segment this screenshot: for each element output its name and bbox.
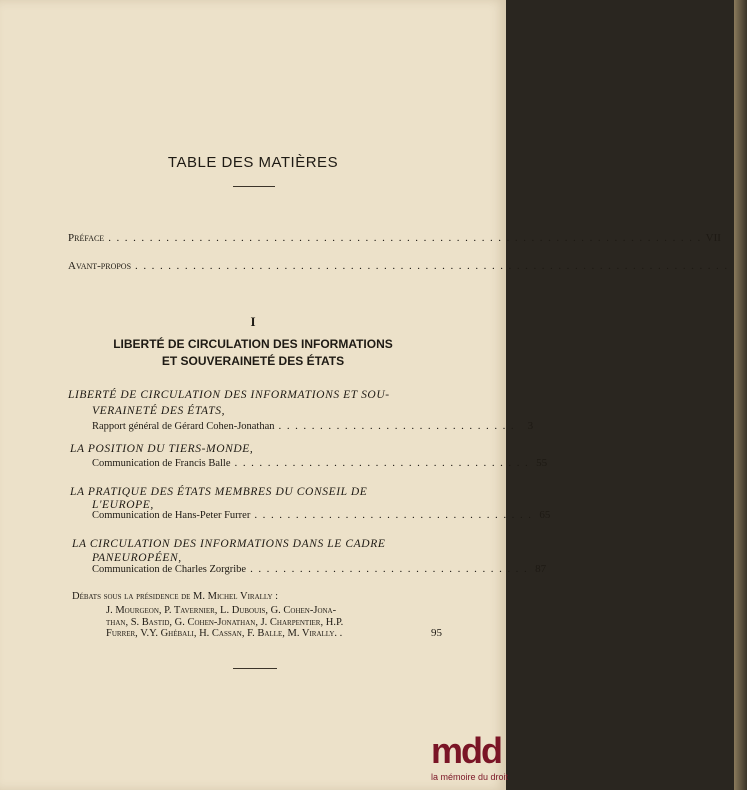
leader-dots: . . . . . . . . . . . . . . . . . . . . . . . . . . . . . . . . . . . . [234,457,530,469]
part-heading-line2: ET SOUVERAINETÉ DES ÉTATS [161,354,345,368]
toc-page: 65 [539,509,551,521]
title-rule [233,186,275,187]
entry-author: Communication de Hans-Peter Furrer [92,510,251,521]
toc-label: Avant-propos [68,260,132,272]
debates-participants-line3: Furrer, V.Y. Ghébali, H. Cassan, F. Balle, M. Virally. . [106,628,343,639]
debates-participants-line1: J. Mourgeon, P. Tavernier, L. Dubouis, G. Cohen-Jona- [106,605,337,616]
leader-dots: . . . . . . . . . . . . . . . . . . . . . . . . . . . . . . . . . . . . . . . . . . . . . . . . . . . . . . . . . . . . . . . . . . . . . . . . [108,232,702,244]
entry-author: Rapport général de Gérard Cohen-Jonathan [92,421,275,432]
entry-title-line1[interactable]: LIBERTÉ DE CIRCULATION DES INFORMATIONS ET SOU- [68,389,390,401]
entry-author: Communication de Charles Zorgribe [92,564,247,575]
toc-entry-zorgribe[interactable] [92,563,547,575]
toc-page: VII [705,232,721,244]
leader-dots: . . . . . . . . . . . . . . . . . . . . . . . . . . . . . . . . . . . . . . . . . . . . . . . . . . . . . . . . . . . . . . . . . . . . . . . . [135,260,729,272]
entry-title-line2[interactable]: PANEUROPÉEN, [92,552,182,564]
toc-entry-balle[interactable] [92,457,548,469]
page-edge-shadow [734,0,747,790]
leader-dots: . . . . . . . . . . . . . . . . . . . . . . . . . . . . . . . . . . [250,563,529,575]
page-title: TABLE DES MATIÈRES [167,154,339,171]
logo-mark: mdd [431,730,501,771]
toc-entry-furrer[interactable] [92,509,551,521]
entry-title-line1[interactable]: LA POSITION DU TIERS-MONDE, [70,443,254,455]
debates-intro[interactable]: Débats sous la présidence de M. Michel Virally : [72,591,279,602]
end-rule [233,668,277,669]
entry-title-line2[interactable]: VERAINETÉ DES ÉTATS, [92,405,226,417]
toc-page: 55 [536,457,548,469]
entry-author: Communication de Francis Balle [92,458,231,469]
debates-participants-line2: than, S. Bastid, G. Cohen-Jonathan, J. Charpentier, H.P. [106,617,344,628]
part-heading [0,336,506,370]
toc-entry-rapport[interactable] [92,420,534,432]
leader-dots: . . . . . . . . . . . . . . . . . . . . . . . . . . . . . [278,420,516,432]
toc-page: 87 [535,563,547,575]
toc-label: Préface [68,232,105,244]
toc-entry-debates[interactable] [106,627,442,639]
toc-entry-avant-propos[interactable] [68,260,729,272]
toc-page: 95 [431,627,442,639]
entry-title-line1[interactable]: LA PRATIQUE DES ÉTATS MEMBRES DU CONSEIL DE [70,486,368,498]
mdd-watermark-logo [431,732,517,786]
logo-caption: la mémoire du droit [431,772,509,782]
part-number: I [250,314,256,329]
part-heading-line1: LIBERTÉ DE CIRCULATION DES INFORMATIONS [113,337,393,351]
entry-title-line2[interactable]: L'EUROPE, [92,499,154,511]
toc-entry-preface[interactable] [68,232,721,244]
leader-dots: . . . . . . . . . . . . . . . . . . . . . . . . . . . . . . . . . . [254,509,533,521]
entry-title-line1[interactable]: LA CIRCULATION DES INFORMATIONS DANS LE CADRE [72,538,386,550]
toc-page: 3 [527,420,534,432]
